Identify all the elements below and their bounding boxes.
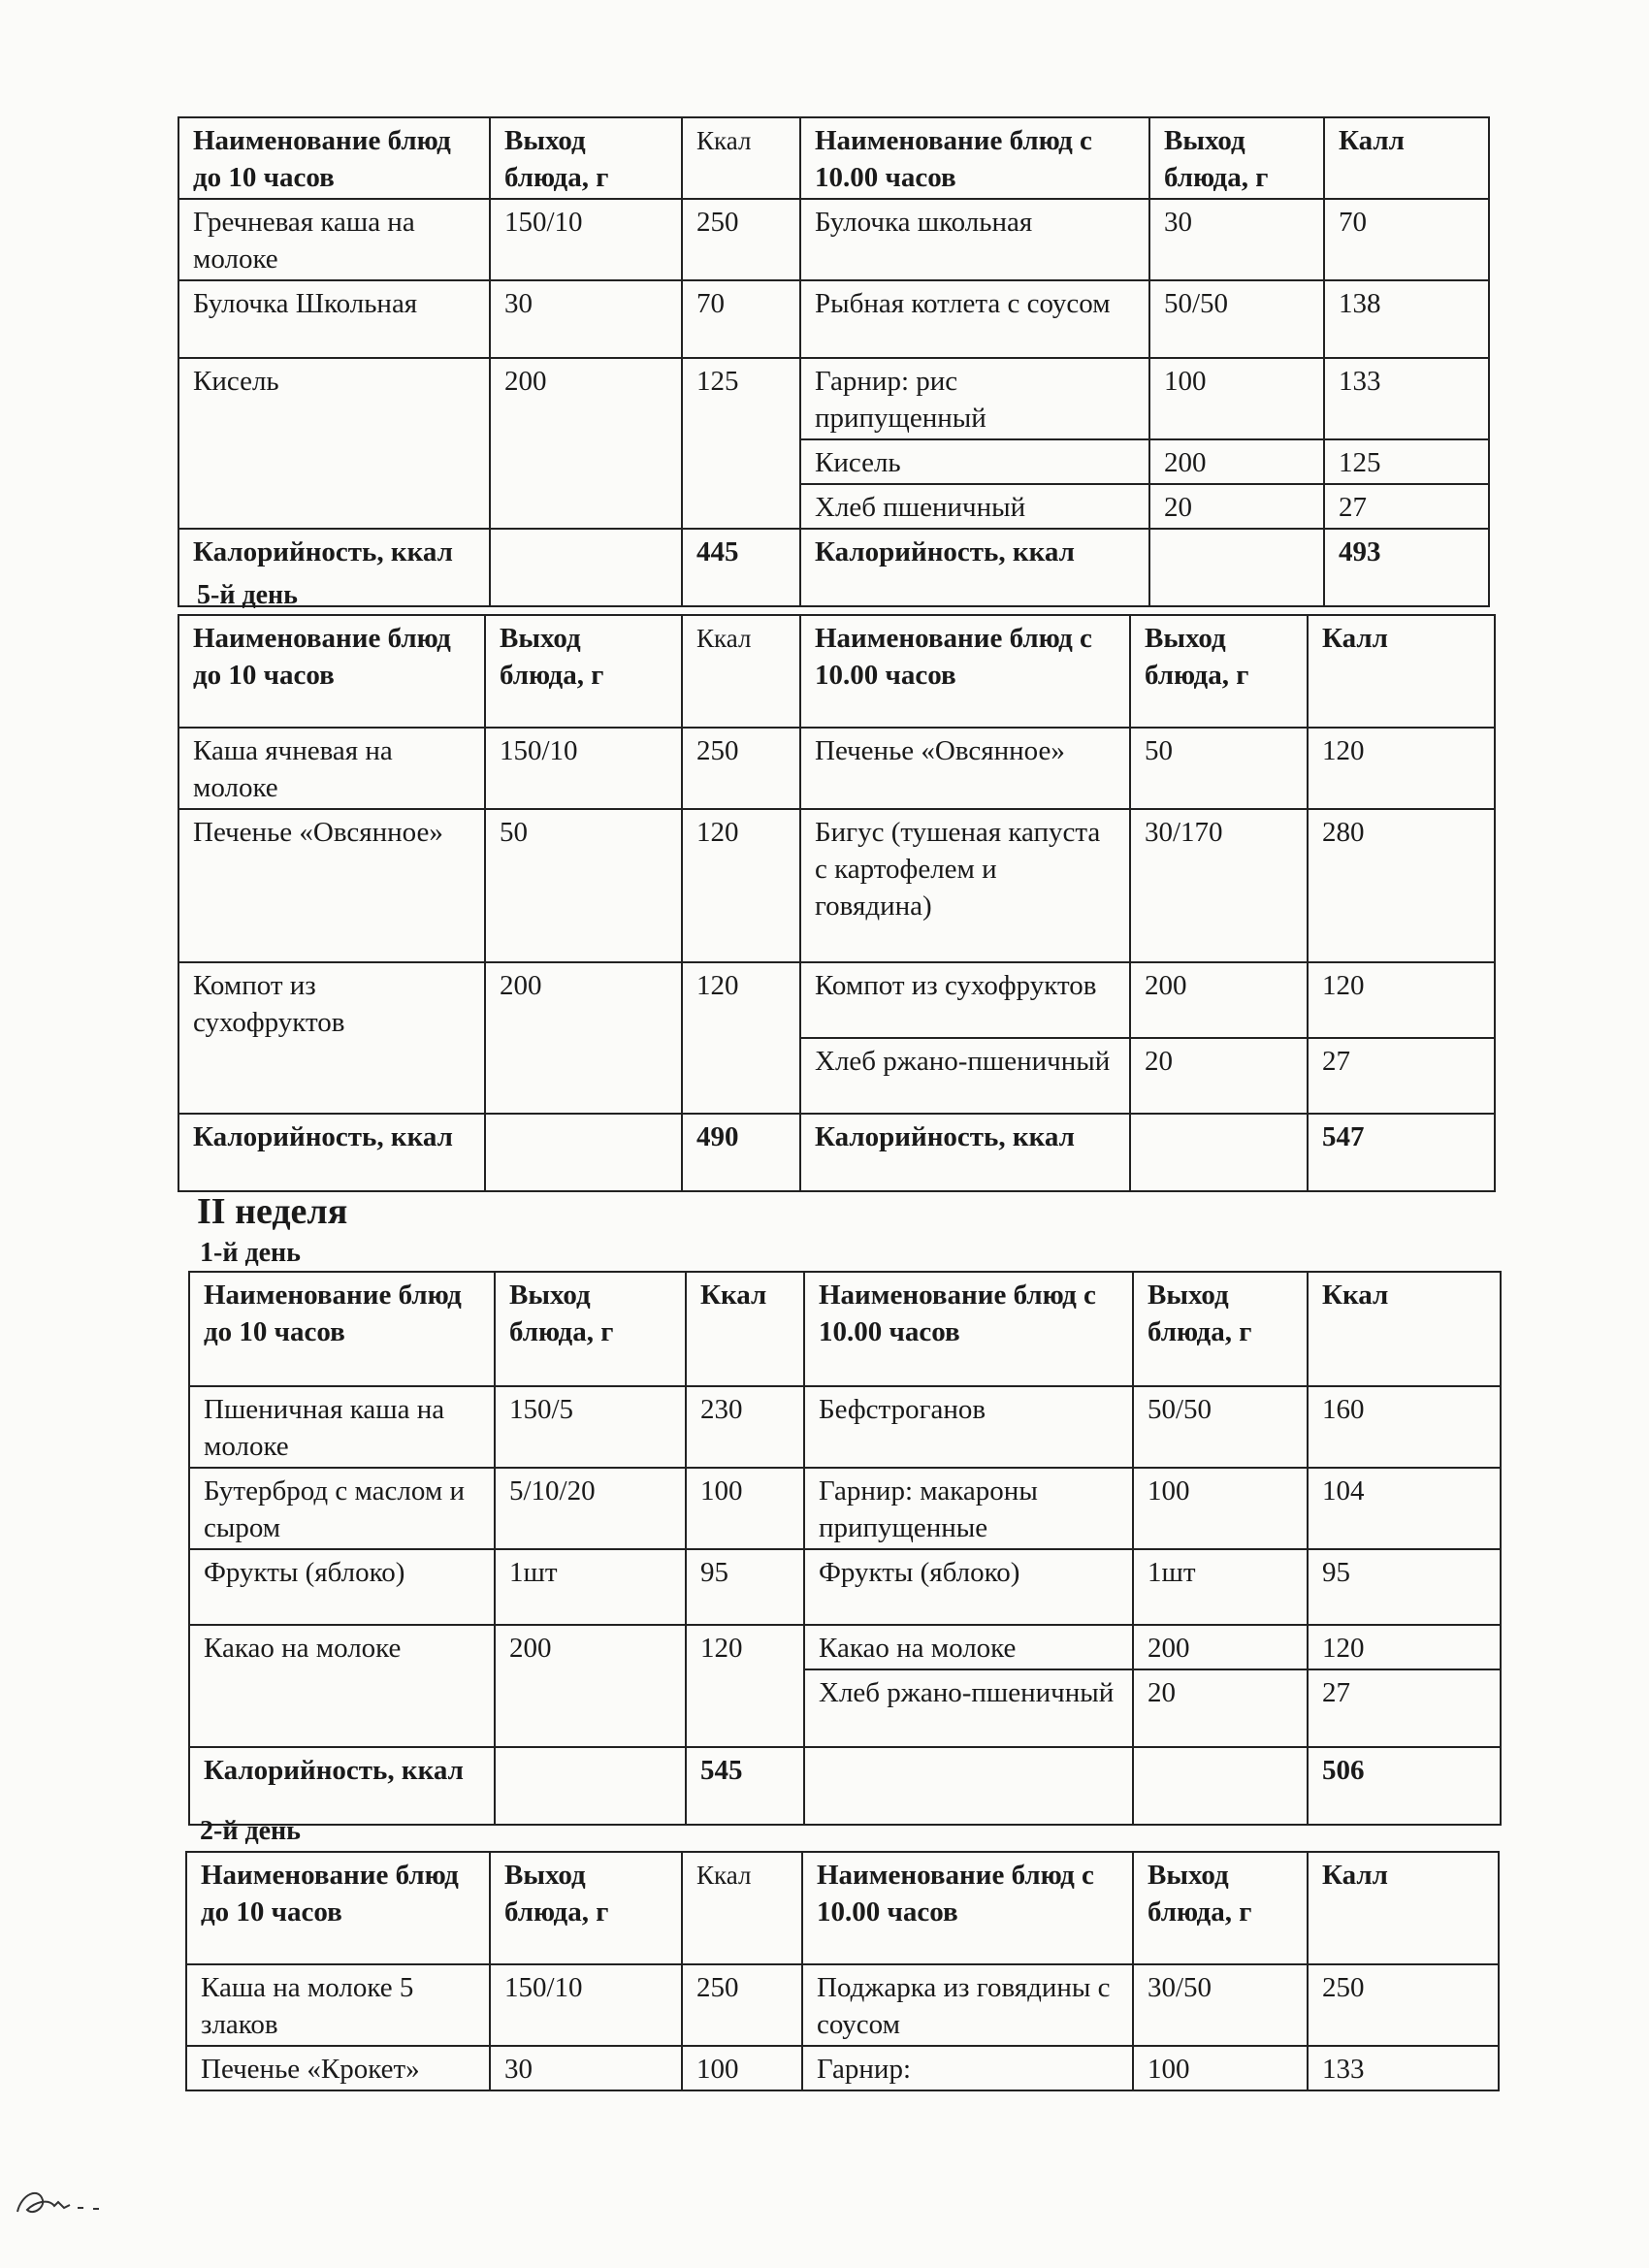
cell: 70 <box>682 280 800 358</box>
cell: 250 <box>682 199 800 280</box>
cell: Печенье «Овсянное» <box>178 809 485 962</box>
cell: 95 <box>1308 1549 1501 1625</box>
cell: Гарнир: рис припущенный <box>800 358 1149 439</box>
cell: 200 <box>490 358 682 529</box>
table-row <box>186 2046 1499 2090</box>
header-kcal: Ккал <box>686 1272 804 1386</box>
total-kcal: 545 <box>686 1747 804 1825</box>
cell: Печенье «Крокет» <box>186 2046 490 2090</box>
header-dish-before-10: Наименование блюд до 10 часов <box>186 1852 490 1964</box>
header-yield: Выход блюда, г <box>485 615 682 728</box>
cell: 20 <box>1130 1038 1308 1114</box>
header-yield: Выход блюда, г <box>490 1852 682 1964</box>
cell: Кисель <box>178 358 490 529</box>
cell: 100 <box>682 2046 802 2090</box>
cell: Каша на молоке 5 злаков <box>186 1964 490 2046</box>
header-yield-2: Выход блюда, г <box>1149 117 1324 199</box>
cell: 160 <box>1308 1386 1501 1468</box>
day-label: 5-й день <box>197 580 298 610</box>
table-row <box>186 1964 1499 2046</box>
cell: 50 <box>1130 728 1308 809</box>
header-dish-after-10: Наименование блюд с 10.00 часов <box>804 1272 1133 1386</box>
cell: 250 <box>1308 1964 1499 2046</box>
table-row <box>178 280 1489 358</box>
cell <box>490 529 682 606</box>
cell: 50/50 <box>1149 280 1324 358</box>
total-label: Калорийность, ккал <box>189 1747 495 1825</box>
cell: Гречневая каша на молоке <box>178 199 490 280</box>
cell: Какао на молоке <box>804 1625 1133 1669</box>
table-total-row <box>178 529 1489 606</box>
header-yield: Выход блюда, г <box>490 117 682 199</box>
table-row <box>189 1625 1501 1669</box>
cell: Хлеб пшеничный <box>800 484 1149 529</box>
cell: Бигус (тушеная капуста с картофелем и говядина) <box>800 809 1130 962</box>
table-row <box>178 199 1489 280</box>
table-row <box>189 1549 1501 1625</box>
cell: 120 <box>1308 962 1495 1038</box>
cell: 200 <box>1149 439 1324 484</box>
cell: 50 <box>485 809 682 962</box>
cell: 120 <box>1308 1625 1501 1669</box>
cell: Бутерброд с маслом и сыром <box>189 1468 495 1549</box>
cell: 100 <box>686 1468 804 1549</box>
day-label: 1-й день <box>200 1238 301 1268</box>
cell: 20 <box>1133 1669 1308 1747</box>
cell: 27 <box>1308 1669 1501 1747</box>
header-kcal-2: Калл <box>1324 117 1489 199</box>
cell: 1шт <box>495 1549 686 1625</box>
cell: 30 <box>490 280 682 358</box>
header-dish-after-10: Наименование блюд с 10.00 часов <box>800 615 1130 728</box>
cell: 120 <box>682 962 800 1114</box>
cell: 280 <box>1308 809 1495 962</box>
menu-table-w2-day2 <box>185 1851 1500 2091</box>
cell: 27 <box>1324 484 1489 529</box>
table-header-row <box>186 1852 1499 1964</box>
cell <box>485 1114 682 1191</box>
header-kcal: Ккал <box>682 117 800 199</box>
table-row <box>178 358 1489 439</box>
cell: 150/10 <box>490 199 682 280</box>
total-label: Калорийность, ккал <box>178 529 490 606</box>
cell: 104 <box>1308 1468 1501 1549</box>
header-yield: Выход блюда, г <box>495 1272 686 1386</box>
total-kcal-2: 547 <box>1308 1114 1495 1191</box>
cell: Компот из сухофруктов <box>178 962 485 1114</box>
total-label-2: Калорийность, ккал <box>800 529 1149 606</box>
cell: 200 <box>485 962 682 1114</box>
header-kcal: Ккал <box>682 615 800 728</box>
table-row <box>178 809 1495 962</box>
cell: Рыбная котлета с соусом <box>800 280 1149 358</box>
table-total-row <box>178 1114 1495 1191</box>
header-kcal-2: Калл <box>1308 615 1495 728</box>
header-dish-after-10: Наименование блюд с 10.00 часов <box>800 117 1149 199</box>
cell: 138 <box>1324 280 1489 358</box>
cell: 50/50 <box>1133 1386 1308 1468</box>
table-total-row <box>189 1747 1501 1825</box>
cell: Булочка Школьная <box>178 280 490 358</box>
menu-table-w2-day1 <box>188 1271 1502 1826</box>
cell: 230 <box>686 1386 804 1468</box>
cell: Булочка школьная <box>800 199 1149 280</box>
cell: 20 <box>1149 484 1324 529</box>
cell: 150/10 <box>485 728 682 809</box>
week-heading: II неделя <box>197 1191 348 1232</box>
cell: Гарнир: <box>802 2046 1133 2090</box>
menu-table-day5 <box>178 614 1496 1192</box>
cell: Хлеб ржано-пшеничный <box>800 1038 1130 1114</box>
signature-mark <box>10 2173 126 2231</box>
header-dish-after-10: Наименование блюд с 10.00 часов <box>802 1852 1133 1964</box>
cell: 120 <box>686 1625 804 1747</box>
header-dish-before-10: Наименование блюд до 10 часов <box>189 1272 495 1386</box>
cell: 30 <box>490 2046 682 2090</box>
header-yield-2: Выход блюда, г <box>1130 615 1308 728</box>
cell: Поджарка из говядины с соусом <box>802 1964 1133 2046</box>
cell: 1шт <box>1133 1549 1308 1625</box>
cell: 100 <box>1133 1468 1308 1549</box>
cell: Гарнир: макароны припущенные <box>804 1468 1133 1549</box>
header-kcal-2: Калл <box>1308 1852 1499 1964</box>
total-kcal-2: 506 <box>1308 1747 1501 1825</box>
cell <box>495 1747 686 1825</box>
table-header-row <box>178 615 1495 728</box>
cell: Печенье «Овсянное» <box>800 728 1130 809</box>
total-kcal-2: 493 <box>1324 529 1489 606</box>
cell: 120 <box>1308 728 1495 809</box>
cell: Пшеничная каша на молоке <box>189 1386 495 1468</box>
cell: 250 <box>682 1964 802 2046</box>
header-yield-2: Выход блюда, г <box>1133 1272 1308 1386</box>
cell: Какао на молоке <box>189 1625 495 1747</box>
cell: 100 <box>1133 2046 1308 2090</box>
menu-table-day4 <box>178 116 1490 607</box>
total-kcal: 445 <box>682 529 800 606</box>
cell: 95 <box>686 1549 804 1625</box>
header-yield-2: Выход блюда, г <box>1133 1852 1308 1964</box>
cell: 150/5 <box>495 1386 686 1468</box>
cell: 70 <box>1324 199 1489 280</box>
cell: 125 <box>1324 439 1489 484</box>
cell: Фрукты (яблоко) <box>804 1549 1133 1625</box>
cell: Фрукты (яблоко) <box>189 1549 495 1625</box>
cell: 27 <box>1308 1038 1495 1114</box>
cell: 30 <box>1149 199 1324 280</box>
cell <box>1130 1114 1308 1191</box>
table-header-row <box>189 1272 1501 1386</box>
table-row <box>189 1468 1501 1549</box>
table-header-row <box>178 117 1489 199</box>
total-kcal: 490 <box>682 1114 800 1191</box>
cell: 133 <box>1308 2046 1499 2090</box>
table-row <box>189 1386 1501 1468</box>
table-row <box>178 728 1495 809</box>
cell: 100 <box>1149 358 1324 439</box>
cell: 5/10/20 <box>495 1468 686 1549</box>
cell: 30/170 <box>1130 809 1308 962</box>
cell: 125 <box>682 358 800 529</box>
cell: 200 <box>495 1625 686 1747</box>
cell: 150/10 <box>490 1964 682 2046</box>
cell: 250 <box>682 728 800 809</box>
cell: 133 <box>1324 358 1489 439</box>
cell: 200 <box>1130 962 1308 1038</box>
header-kcal-2: Ккал <box>1308 1272 1501 1386</box>
header-dish-before-10: Наименование блюд до 10 часов <box>178 615 485 728</box>
cell: Каша ячневая на молоке <box>178 728 485 809</box>
total-label: Калорийность, ккал <box>178 1114 485 1191</box>
header-dish-before-10: Наименование блюд до 10 часов <box>178 117 490 199</box>
cell: Компот из сухофруктов <box>800 962 1130 1038</box>
cell: 30/50 <box>1133 1964 1308 2046</box>
cell: Бефстроганов <box>804 1386 1133 1468</box>
cell: 200 <box>1133 1625 1308 1669</box>
cell: Хлеб ржано-пшеничный <box>804 1669 1133 1747</box>
header-kcal: Ккал <box>682 1852 802 1964</box>
cell <box>1149 529 1324 606</box>
cell: 120 <box>682 809 800 962</box>
cell <box>1133 1747 1308 1825</box>
table-row <box>178 962 1495 1038</box>
total-label-2: Калорийность, ккал <box>800 1114 1130 1191</box>
cell <box>804 1747 1133 1825</box>
day-label: 2-й день <box>200 1816 301 1846</box>
cell: Кисель <box>800 439 1149 484</box>
